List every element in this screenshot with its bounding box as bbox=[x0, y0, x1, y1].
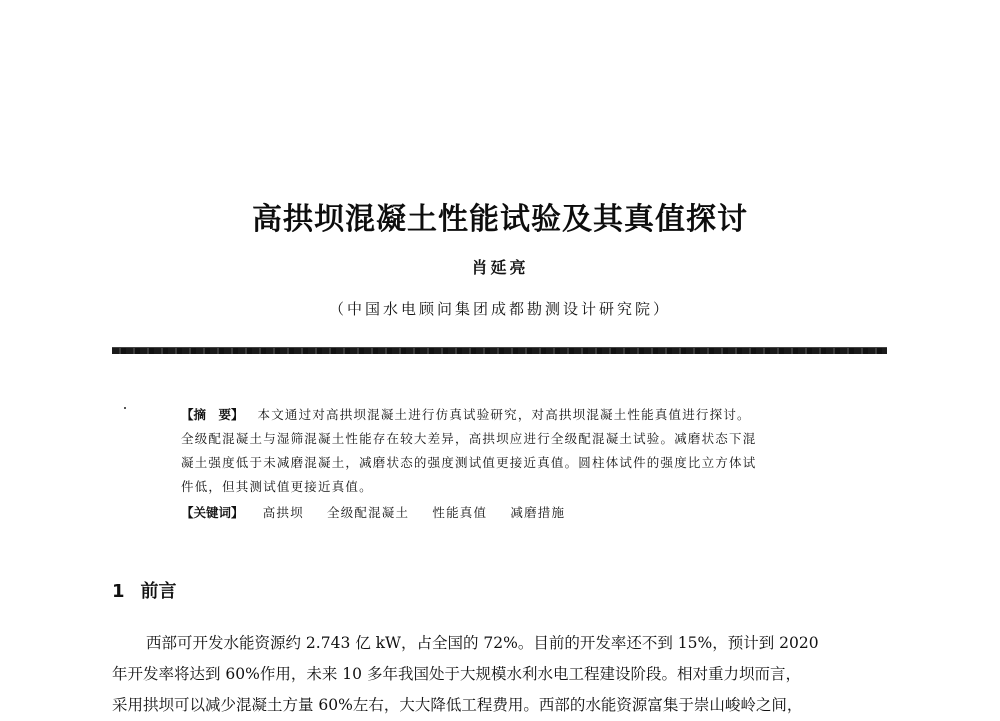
scan-speck bbox=[124, 407, 126, 409]
body-line: 采用拱坝可以减少混凝土方量 60%左右，大大降低工程费用。西部的水能资源富集于崇山峻岭之间， bbox=[112, 696, 803, 714]
body-paragraph bbox=[112, 628, 892, 721]
abstract-line-4: 件低，但其测试值更接近真值。 bbox=[181, 479, 373, 494]
body-line: 西部可开发水能资源约 2.743 亿 kW，占全国的 72%。目前的开发率还不到 15%，预计到 2020 bbox=[146, 634, 819, 652]
body-line: 年开发率将达到 60%作用，未来 10 多年我国处于大规模水利水电工程建设阶段。相对重力坝而言， bbox=[112, 665, 801, 683]
abstract-label: 【摘 要】 bbox=[181, 407, 244, 422]
paper-affiliation: （中国水电顾问集团成都勘测设计研究院） bbox=[328, 300, 671, 318]
keywords-block bbox=[181, 503, 831, 521]
abstract-line-1 bbox=[181, 403, 831, 427]
keyword-item: 全级配混凝土 bbox=[327, 505, 410, 520]
keywords-label: 【关键词】 bbox=[181, 505, 244, 520]
keyword-item: 性能真值 bbox=[432, 505, 488, 520]
header-rule bbox=[112, 347, 887, 354]
abstract-line-2: 全级配混凝土与湿筛混凝土性能存在较大差异，高拱坝应进行全级配混凝土试验。减磨状态下混 bbox=[181, 431, 757, 446]
keyword-item: 减磨措施 bbox=[510, 505, 566, 520]
abstract-text: 本文通过对高拱坝混凝土进行仿真试验研究，对高拱坝混凝土性能真值进行探讨。 bbox=[257, 407, 751, 422]
section-heading bbox=[112, 577, 177, 603]
abstract-line-3: 凝土强度低于未减磨混凝土，减磨状态的强度测试值更接近真值。圆柱体试件的强度比立方体试 bbox=[181, 455, 757, 470]
abstract-block bbox=[181, 403, 831, 499]
section-title: 前言 bbox=[140, 581, 177, 602]
section-number: 1 bbox=[112, 581, 125, 602]
paper-title: 高拱坝混凝土性能试验及其真值探讨 bbox=[252, 202, 748, 237]
keyword-item: 高拱坝 bbox=[262, 505, 304, 520]
paper-author: 肖延亮 bbox=[471, 258, 529, 277]
